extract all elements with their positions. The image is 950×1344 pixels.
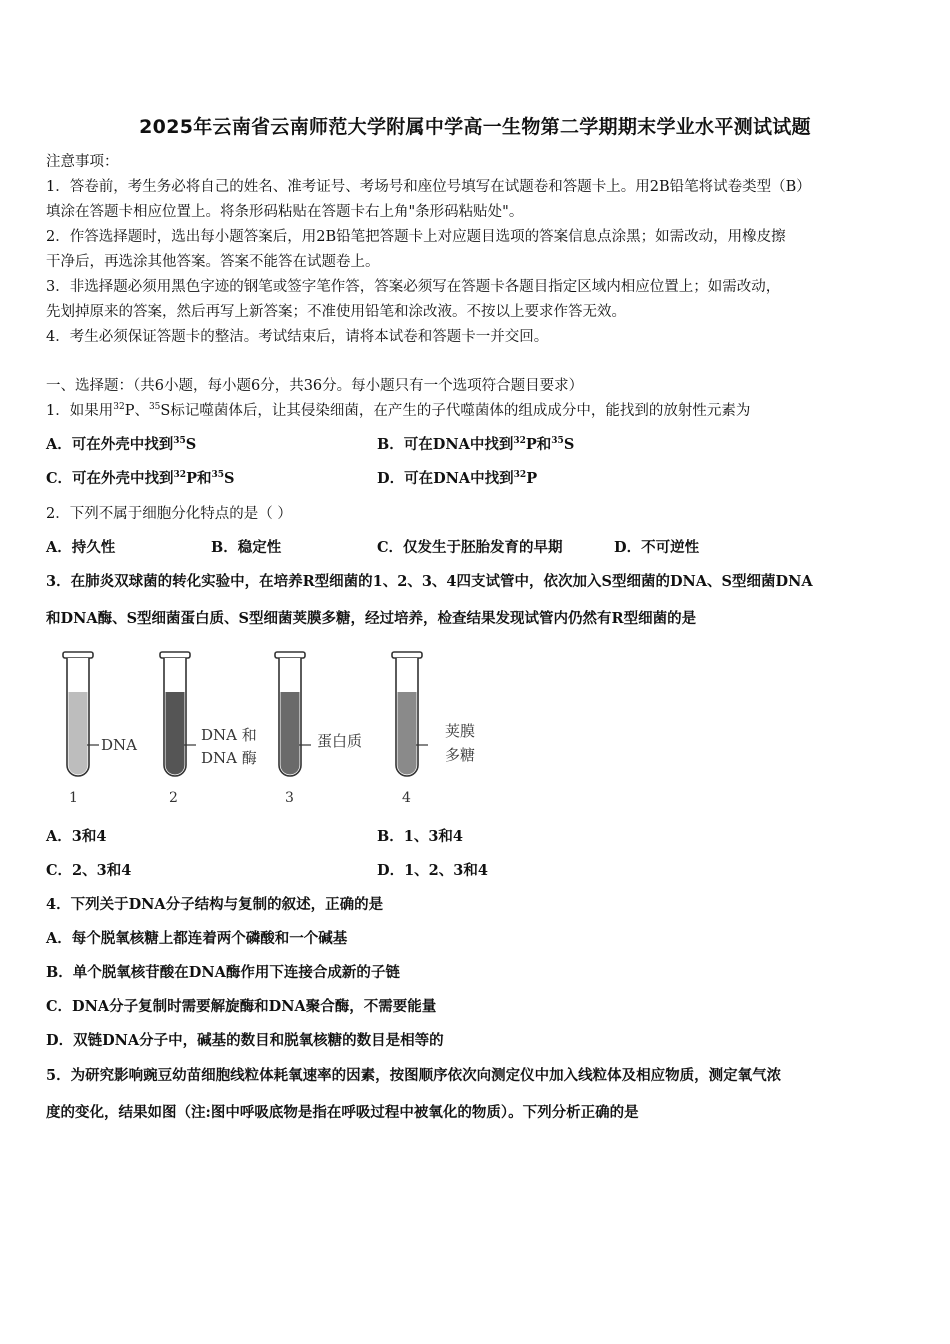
question-3-option-d: D．1、2、3和4 — [377, 862, 488, 879]
question-1-stem: 1．如果用$^{32}$P、$^{35}$S标记噬菌体后，让其侵染细菌，在产生的子代噬菌体的组成成分中，能找到的放射性元素为 — [46, 402, 751, 419]
notice-line: 先划掉原来的答案，然后再写上新答案；不准使用铅笔和涂改液。不按以上要求作答无效。 — [46, 304, 626, 320]
question-4-option-a: A．每个脱氧核糖上都连着两个磷酸和一个碱基 — [46, 930, 348, 947]
question-3-option-b: B．1、3和4 — [377, 828, 464, 845]
notice-line: 填涂在答题卡相应位置上。将条形码粘贴在答题卡右上角"条形码粘贴处"。 — [46, 204, 524, 220]
question-1-option-c: C．可在外壳中找到$^{32}$P和$^{35}$S — [46, 470, 235, 487]
question-1-option-a: A．可在外壳中找到$^{35}$S — [46, 436, 197, 453]
tube-number: 4 — [402, 790, 411, 806]
question-3-stem: 和DNA酶、S型细菌蛋白质、S型细菌荚膜多糖，经过培养，检查结果发现试管内仍然有R型细菌的是 — [46, 610, 697, 627]
test-tubes-figure — [55, 650, 525, 810]
tube-label: 荚膜 — [445, 722, 476, 740]
test-tube-4 — [392, 652, 475, 806]
question-5-stem: 5．为研究影响豌豆幼苗细胞线粒体耗氧速率的因素，按图顺序依次向测定仪中加入线粒体及相应物质，测定氧气浓 — [46, 1067, 782, 1084]
question-3-stem: 3．在肺炎双球菌的转化实验中，在培养R型细菌的1、2、3、4四支试管中，依次加入S型细菌的DNA、S型细菌DNA — [46, 573, 813, 590]
tube-label: DNA 和 — [201, 726, 257, 744]
question-2-option-d: D．不可逆性 — [614, 539, 700, 556]
notice-line: 4．考生必须保证答题卡的整洁。考试结束后，请将本试卷和答题卡一并交回。 — [46, 329, 549, 345]
question-5-stem: 度的变化，结果如图（注:图中呼吸底物是指在呼吸过程中被氧化的物质）。下列分析正确的是 — [46, 1104, 639, 1121]
tube-label: DNA — [101, 736, 137, 754]
tube-label: 多糖 — [445, 746, 476, 764]
test-tube-3 — [275, 652, 362, 806]
question-2-option-b: B．稳定性 — [211, 539, 282, 556]
question-4-stem: 4．下列关于DNA分子结构与复制的叙述，正确的是 — [46, 896, 384, 913]
question-4-option-c: C．DNA分子复制时需要解旋酶和DNA聚合酶，不需要能量 — [46, 998, 437, 1015]
tube-number: 1 — [69, 790, 78, 806]
tube-number: 3 — [285, 790, 294, 806]
notice-heading: 注意事项： — [46, 154, 119, 170]
test-tube-2 — [160, 652, 257, 806]
tube-label: 蛋白质 — [317, 732, 363, 750]
question-4-option-b: B．单个脱氧核苷酸在DNA酶作用下连接合成新的子链 — [46, 964, 400, 981]
question-1-option-b: B．可在DNA中找到$^{32}$P和$^{35}$S — [377, 436, 575, 453]
question-1-option-d: D．可在DNA中找到$^{32}$P — [377, 470, 538, 487]
question-2-stem: 2．下列不属于细胞分化特点的是（ ） — [46, 506, 292, 522]
test-tube-1 — [63, 652, 137, 806]
question-3-option-a: A．3和4 — [46, 828, 107, 845]
tube-label: DNA 酶 — [201, 749, 257, 767]
question-2-option-a: A．持久性 — [46, 539, 116, 556]
notice-line: 2．作答选择题时，选出每小题答案后，用2B铅笔把答题卡上对应题目选项的答案信息点涂黑；如需改动，用橡皮擦 — [46, 229, 786, 245]
tube-number: 2 — [169, 790, 178, 806]
question-4-option-d: D．双链DNA分子中，碱基的数目和脱氧核糖的数目是相等的 — [46, 1032, 444, 1049]
notice-line: 3．非选择题必须用黑色字迹的钢笔或签字笔作答，答案必须写在答题卡各题目指定区域内相应位置上；如需改动， — [46, 279, 781, 295]
notice-line: 1．答卷前，考生务必将自己的姓名、准考证号、考场号和座位号填写在试题卷和答题卡上。用2B铅笔将试卷类型（B） — [46, 179, 811, 195]
question-3-option-c: C．2、3和4 — [46, 862, 132, 879]
section-heading: 一、选择题：（共6小题，每小题6分，共36分。每小题只有一个选项符合题目要求） — [46, 378, 584, 394]
page-title: 2025年云南省云南师范大学附属中学高一生物第二学期期末学业水平测试试题 — [139, 116, 811, 138]
question-2-option-c: C．仅发生于胚胎发育的早期 — [377, 539, 563, 556]
notice-line: 干净后，再选涂其他答案。答案不能答在试题卷上。 — [46, 254, 380, 270]
